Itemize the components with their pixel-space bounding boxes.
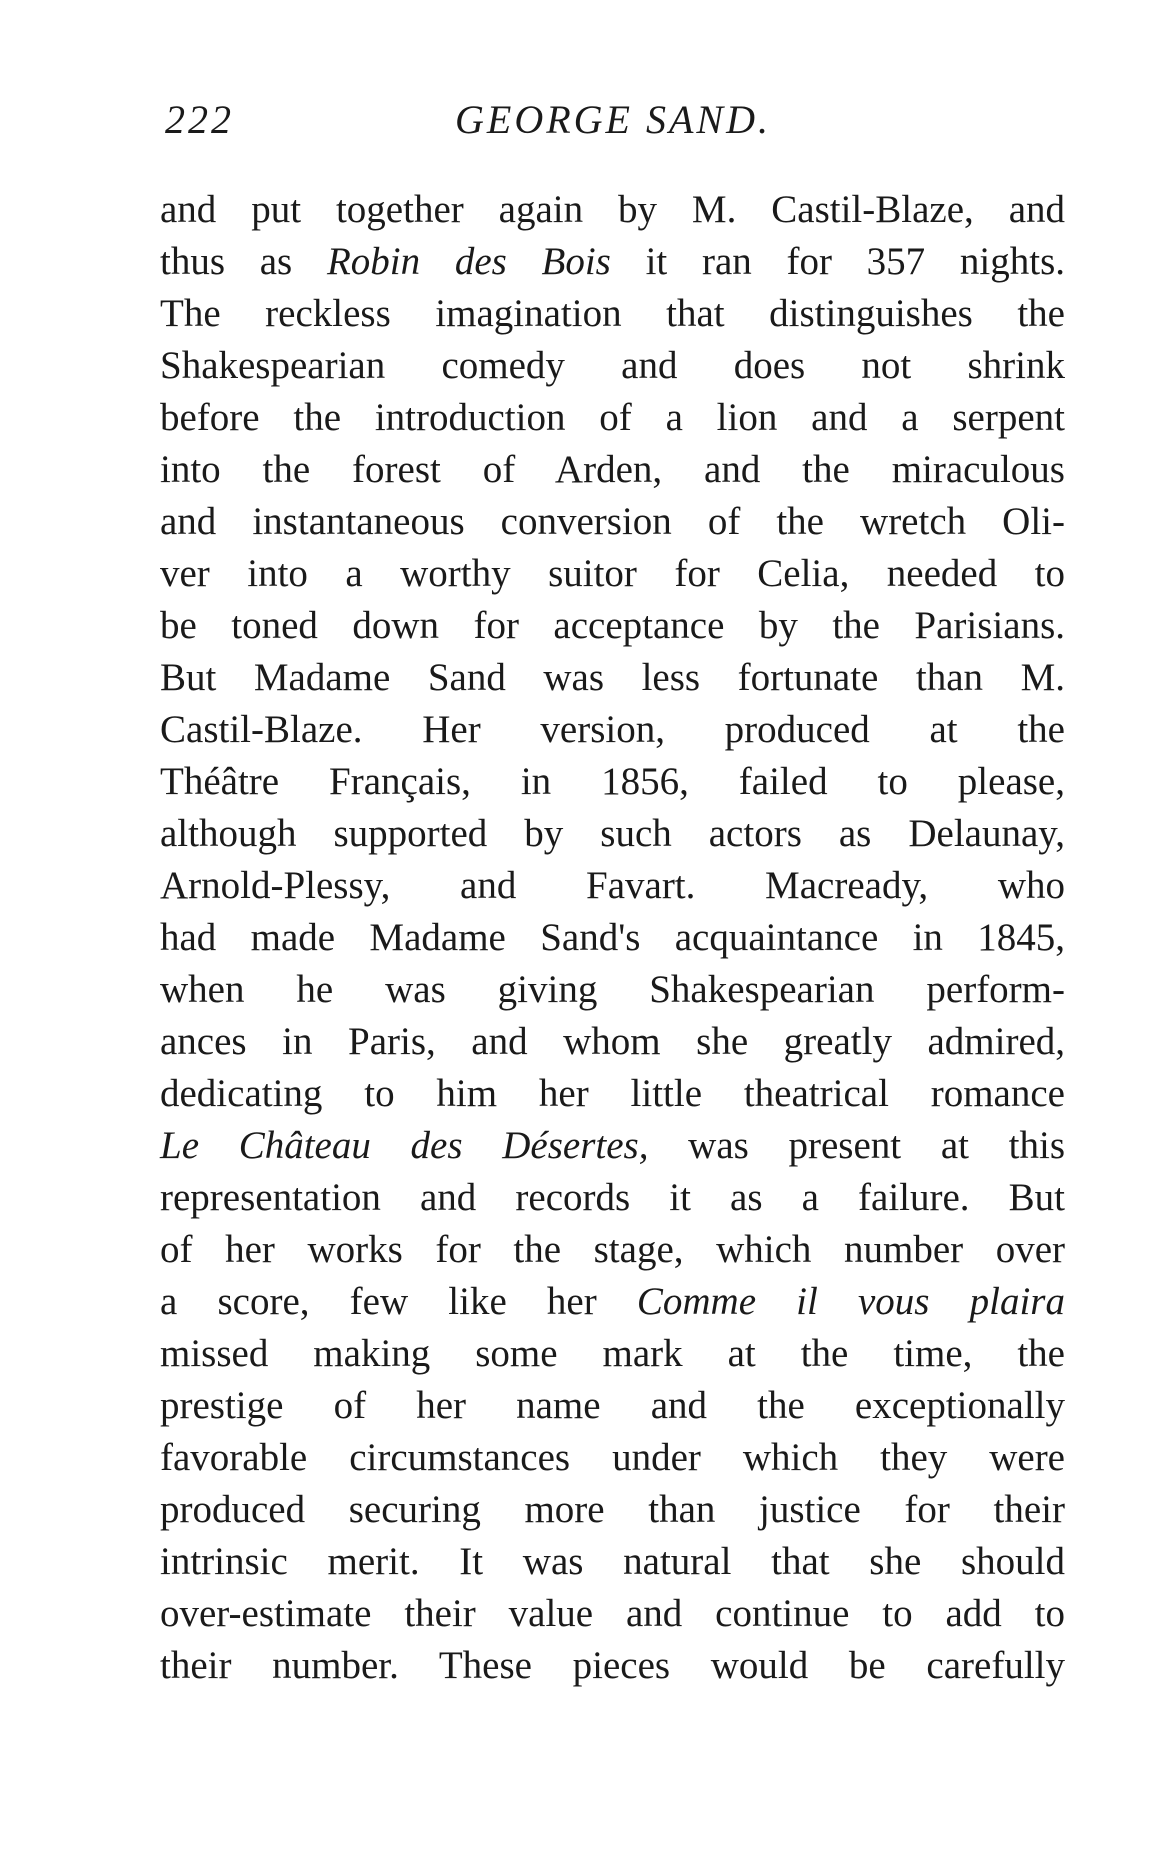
text-run: a score, few like her [160, 1280, 637, 1323]
text-run: missed making some mark at the time, the [160, 1332, 1065, 1375]
text-run: their number. These pieces would be carefully [160, 1644, 1065, 1687]
text-line [160, 1224, 1065, 1276]
text-run: and instantaneous conversion of the wretch Oli- [160, 500, 1065, 543]
text-run: had made Madame Sand's acquaintance in 1845, [160, 916, 1065, 959]
text-line [160, 288, 1065, 340]
page-header [165, 96, 1065, 156]
text-line [160, 1432, 1065, 1484]
text-line [160, 1120, 1065, 1172]
text-line [160, 496, 1065, 548]
text-line [160, 1276, 1065, 1328]
text-run: favorable circumstances under which they were [160, 1436, 1065, 1479]
text-run: intrinsic merit. It was natural that she should [160, 1540, 1065, 1583]
text-line [160, 756, 1065, 808]
text-run: when he was giving Shakespearian perform- [160, 968, 1065, 1011]
text-line [160, 444, 1065, 496]
italic-title: Robin des Bois [326, 240, 611, 283]
italic-title: Le Château des Désertes, [160, 1124, 649, 1167]
text-run: be toned down for acceptance by the Parisians. [160, 604, 1065, 647]
text-line [160, 704, 1065, 756]
text-run: ances in Paris, and whom she greatly admired, [160, 1020, 1065, 1063]
text-line [160, 1172, 1065, 1224]
text-line [160, 1016, 1065, 1068]
text-run: dedicating to him her little theatrical romance [160, 1072, 1065, 1115]
text-run: The reckless imagination that distinguishes the [160, 292, 1065, 335]
text-line [160, 600, 1065, 652]
text-line [160, 964, 1065, 1016]
text-run: prestige of her name and the exceptionally [160, 1384, 1065, 1427]
text-line [160, 548, 1065, 600]
text-line [160, 340, 1065, 392]
text-run: and put together again by M. Castil-Blaze, and [160, 188, 1065, 231]
text-run: Arnold-Plessy, and Favart. Macready, who [160, 864, 1065, 907]
text-line [160, 1588, 1065, 1640]
text-line [160, 184, 1065, 236]
text-line [160, 652, 1065, 704]
text-run: representation and records it as a failure. But [160, 1176, 1065, 1219]
text-run: ver into a worthy suitor for Celia, needed to [160, 552, 1065, 595]
text-run: But Madame Sand was less fortunate than M. [160, 656, 1065, 699]
text-run: into the forest of Arden, and the miraculous [160, 448, 1065, 491]
text-run: Castil-Blaze. Her version, produced at the [160, 708, 1065, 751]
text-run: Théâtre Français, in 1856, failed to please, [160, 760, 1065, 803]
text-line [160, 1328, 1065, 1380]
text-run: although supported by such actors as Delaunay, [160, 812, 1065, 855]
text-line [160, 392, 1065, 444]
italic-title: Comme il vous plaira [636, 1280, 1065, 1323]
text-run: produced securing more than justice for their [160, 1488, 1065, 1531]
text-run: Shakespearian comedy and does not shrink [160, 344, 1065, 387]
text-line [160, 1068, 1065, 1120]
text-line [160, 1484, 1065, 1536]
text-run: it ran for 357 nights. [610, 240, 1065, 283]
page-number: 222 [165, 97, 234, 142]
text-line [160, 860, 1065, 912]
body-text [160, 184, 1065, 1692]
text-run: was present at this [648, 1124, 1066, 1167]
text-line [160, 808, 1065, 860]
text-line [160, 1640, 1065, 1692]
text-run: of her works for the stage, which number over [160, 1228, 1065, 1271]
running-head: GEORGE SAND. [455, 97, 771, 142]
text-line [160, 1536, 1065, 1588]
text-run: before the introduction of a lion and a serpent [160, 396, 1065, 439]
text-line [160, 1380, 1065, 1432]
text-run: thus as [160, 240, 327, 283]
text-line [160, 236, 1065, 288]
text-run: over-estimate their value and continue to add to [160, 1592, 1065, 1635]
text-line [160, 912, 1065, 964]
